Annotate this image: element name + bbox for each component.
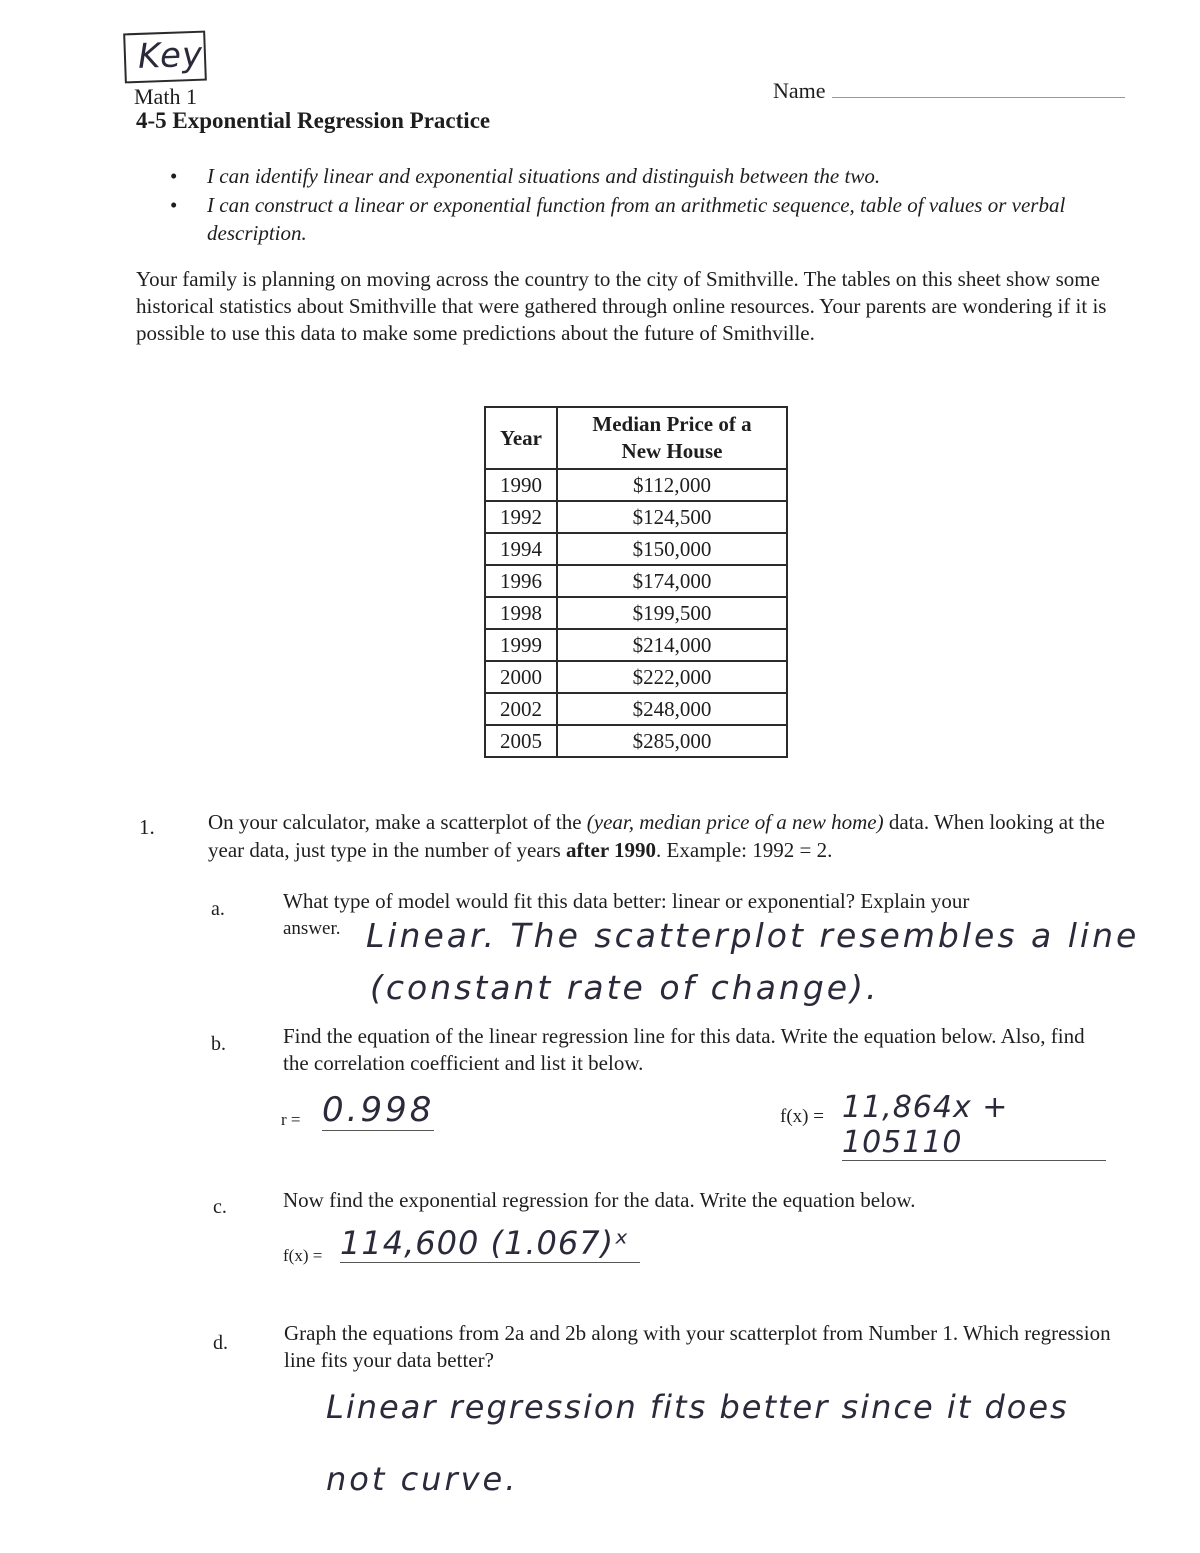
column-header-year: Year	[485, 407, 557, 469]
table-header-row	[485, 407, 787, 469]
table-row	[485, 661, 787, 693]
year-cell: 1994	[485, 533, 557, 565]
part-d-answer-line1: Linear regression fits better since it does	[326, 1388, 1069, 1426]
objective-item: • I can construct a linear or exponential function from an arithmetic sequence, table of values or verbal description.	[170, 193, 1066, 245]
year-cell: 1992	[485, 501, 557, 533]
price-cell: $214,000	[557, 629, 787, 661]
price-cell: $222,000	[557, 661, 787, 693]
key-mark: Key	[137, 34, 204, 77]
column-header-price: Median Price of a New House	[557, 407, 787, 469]
price-cell: $174,000	[557, 565, 787, 597]
page-title: 4-5 Exponential Regression Practice	[136, 108, 491, 133]
part-a-answer-line2: (constant rate of change).	[370, 968, 880, 1007]
bullet-icon: •	[170, 164, 178, 188]
objective-item: • I can identify linear and exponential situations and distinguish between the two.	[170, 164, 881, 188]
name-label: Name	[773, 78, 826, 103]
part-a-prompt: What type of model would fit this data better: linear or exponential? Explain your answer.	[283, 889, 970, 939]
table-row	[485, 725, 787, 757]
table-row	[485, 693, 787, 725]
year-cell: 1999	[485, 629, 557, 661]
table-row	[485, 533, 787, 565]
price-cell: $199,500	[557, 597, 787, 629]
part-a-answer-line1: Linear. The scatterplot resembles a line	[366, 916, 1140, 955]
linear-equation-answer: 11,864x + 105110	[842, 1090, 1106, 1161]
exponential-equation-answer: 114,600 (1.067)ˣ	[340, 1224, 640, 1263]
price-cell: $285,000	[557, 725, 787, 757]
part-d-answer-line2: not curve.	[326, 1460, 519, 1498]
name-field[interactable]	[832, 97, 1125, 98]
year-cell: 2000	[485, 661, 557, 693]
year-cell: 1996	[485, 565, 557, 597]
table-row	[485, 469, 787, 501]
bullet-icon: •	[170, 193, 178, 217]
year-cell: 1990	[485, 469, 557, 501]
course-label: Math 1	[134, 84, 197, 109]
objectives-list	[170, 162, 1120, 248]
table-row	[485, 629, 787, 661]
exponential-f-label: f(x) =	[283, 1246, 323, 1265]
price-cell: $150,000	[557, 533, 787, 565]
question-number: 1.	[139, 815, 155, 839]
price-table	[484, 406, 788, 758]
price-cell: $124,500	[557, 501, 787, 533]
r-answer: 0.998	[322, 1090, 435, 1130]
part-c-label: c.	[213, 1196, 227, 1218]
year-cell: 2002	[485, 693, 557, 725]
table-row	[485, 501, 787, 533]
part-d-label: d.	[213, 1332, 228, 1354]
table-row	[485, 597, 787, 629]
part-c-prompt: Now find the exponential regression for the data. Write the equation below.	[283, 1188, 916, 1212]
part-a-label: a.	[211, 898, 225, 920]
price-cell: $112,000	[557, 469, 787, 501]
table-row	[485, 565, 787, 597]
part-b-prompt: Find the equation of the linear regression line for this data. Write the equation below. Also, find the correlation coefficient and list it below.	[283, 1024, 1085, 1075]
r-label: r =	[281, 1110, 301, 1129]
linear-f-label: f(x) =	[780, 1106, 824, 1127]
question-text: On your calculator, make a scatterplot of the (year, median price of a new home) data. When looking at the year data, just type in the number of years after 1990. Example: 1992 = 2.	[208, 810, 1105, 862]
year-cell: 1998	[485, 597, 557, 629]
part-d-prompt: Graph the equations from 2a and 2b along with your scatterplot from Number 1. Which regression line fits your data better?	[284, 1321, 1111, 1372]
intro-paragraph: Your family is planning on moving across the country to the city of Smithville. The tables on this sheet show some historical statistics about Smithville that were gathered through online resources. Your parents are wondering if it is possible to use this data to make some predictions about the future of Smithville.	[136, 267, 1107, 345]
part-b-label: b.	[211, 1033, 226, 1055]
year-cell: 2005	[485, 725, 557, 757]
price-cell: $248,000	[557, 693, 787, 725]
key-stamp	[123, 31, 207, 84]
